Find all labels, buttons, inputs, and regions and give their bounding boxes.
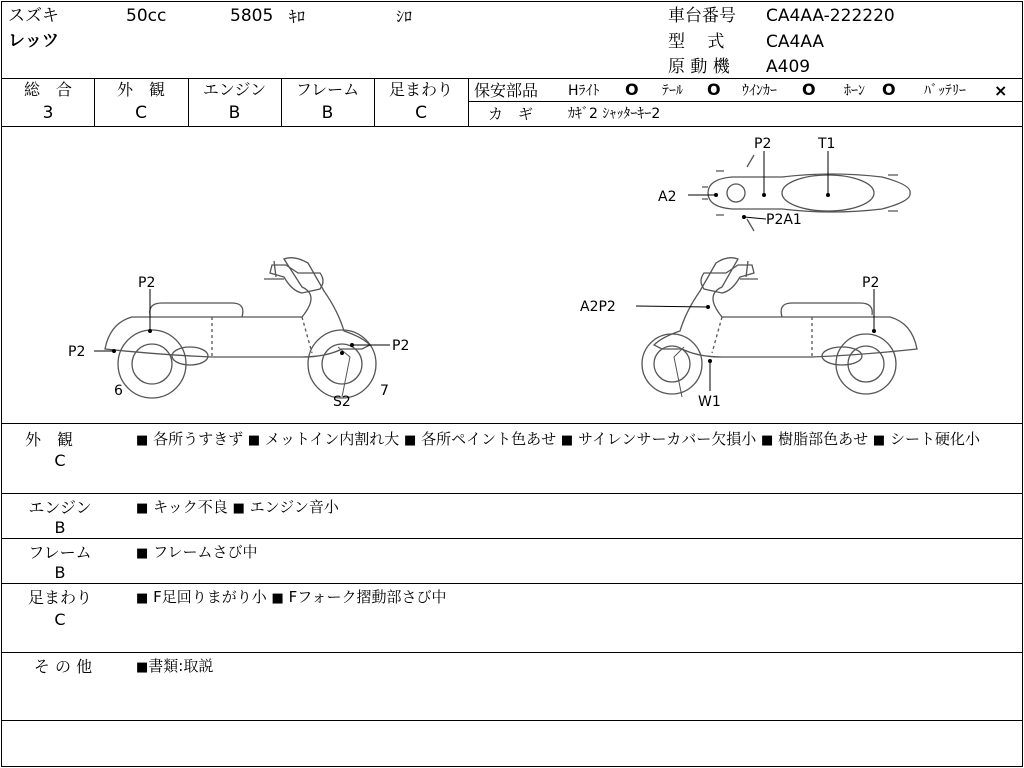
right-label-p2: P2 <box>862 275 880 291</box>
type-label: 型 式 <box>668 32 725 52</box>
section-other-notes: ■書類:取説 <box>136 657 214 675</box>
top-label-p2a1: P2A1 <box>766 212 802 228</box>
model-name: レッツ <box>8 31 59 51</box>
section-suspension-grade: C <box>54 610 66 629</box>
section-frame-notes: ■ フレームさび中 <box>136 543 258 561</box>
section-suspension-notes: ■ F足回りまがり小 ■ Fフォーク摺動部さび中 <box>136 588 447 606</box>
left-label-p2-front: P2 <box>392 338 410 354</box>
section-exterior-notes: ■ 各所うすきず ■ メットイン内割れ大 ■ 各所ペイント色あせ ■ サイレンサーカバー欠損小 ■ 樹脂部色あせ ■ シート硬化小 <box>136 430 980 448</box>
left-label-6: 6 <box>114 383 123 399</box>
mileage: 5805 <box>230 6 274 26</box>
safety-tail-status: O <box>707 80 721 99</box>
grade-frame-label: フレーム <box>295 80 360 99</box>
grade-frame-value: B <box>321 103 334 123</box>
grade-engine-label: エンジン <box>202 80 267 99</box>
key-label: カ ギ <box>488 105 534 123</box>
grade-suspension-label: 足まわり <box>388 80 453 99</box>
section-engine-notes: ■ キック不良 ■ エンジン音小 <box>136 498 339 516</box>
displacement: 50cc <box>126 6 167 26</box>
safety-battery: ﾊﾞｯﾃﾘｰ <box>924 83 966 99</box>
left-label-7: 7 <box>380 383 389 399</box>
left-label-p2-seat: P2 <box>138 275 156 291</box>
left-label-p2-rear: P2 <box>68 344 86 360</box>
section-exterior-label: 外 観 <box>24 430 73 449</box>
safety-horn-status: O <box>882 80 896 99</box>
safety-headlight: Hﾗｲﾄ <box>568 83 600 99</box>
top-label-a2: A2 <box>658 189 677 205</box>
maker: スズキ <box>8 6 59 26</box>
engine-label: 原 動 機 <box>668 57 730 77</box>
section-frame-label: フレーム <box>28 543 92 562</box>
top-label-t1: T1 <box>818 136 836 152</box>
section-engine-label: エンジン <box>28 498 92 517</box>
mileage-unit: ｷﾛ <box>289 7 306 26</box>
safety-tail: ﾃｰﾙ <box>662 83 683 99</box>
left-label-s2: S2 <box>333 394 351 410</box>
type-value: CA4AA <box>766 32 825 52</box>
grade-total-label: 総 合 <box>23 80 72 99</box>
safety-label: 保安部品 <box>474 81 539 100</box>
right-label-w1: W1 <box>698 394 721 410</box>
top-label-p2: P2 <box>754 136 772 152</box>
color: ｼﾛ <box>396 7 413 26</box>
key-value: ｶｷﾞ2 ｼｬｯﾀｰｷｰ2 <box>568 106 661 122</box>
section-exterior-grade: C <box>54 451 66 470</box>
safety-winker-status: O <box>802 80 816 99</box>
grade-engine-value: B <box>228 103 241 123</box>
grade-total-value: 3 <box>42 103 54 123</box>
section-frame-grade: B <box>54 563 66 582</box>
engine-value: A409 <box>766 57 811 77</box>
right-label-a2p2: A2P2 <box>580 299 616 315</box>
section-engine-grade: B <box>54 518 66 537</box>
grade-exterior-value: C <box>135 103 147 123</box>
frame-no-label: 車台番号 <box>668 6 736 26</box>
inspection-sheet <box>1 1 1023 767</box>
safety-winker: ｳｲﾝｶｰ <box>742 83 777 99</box>
grade-suspension-value: C <box>415 103 427 123</box>
safety-battery-status: × <box>994 81 1008 100</box>
grade-exterior-label: 外 観 <box>116 80 165 99</box>
scooter-diagram <box>2 127 1022 423</box>
section-other-label: そ の 他 <box>33 657 93 676</box>
frame-no: CA4AA-222220 <box>766 6 895 26</box>
safety-horn: ﾎｰﾝ <box>844 83 865 99</box>
section-suspension-label: 足まわり <box>27 588 92 607</box>
safety-headlight-status: O <box>625 80 639 99</box>
